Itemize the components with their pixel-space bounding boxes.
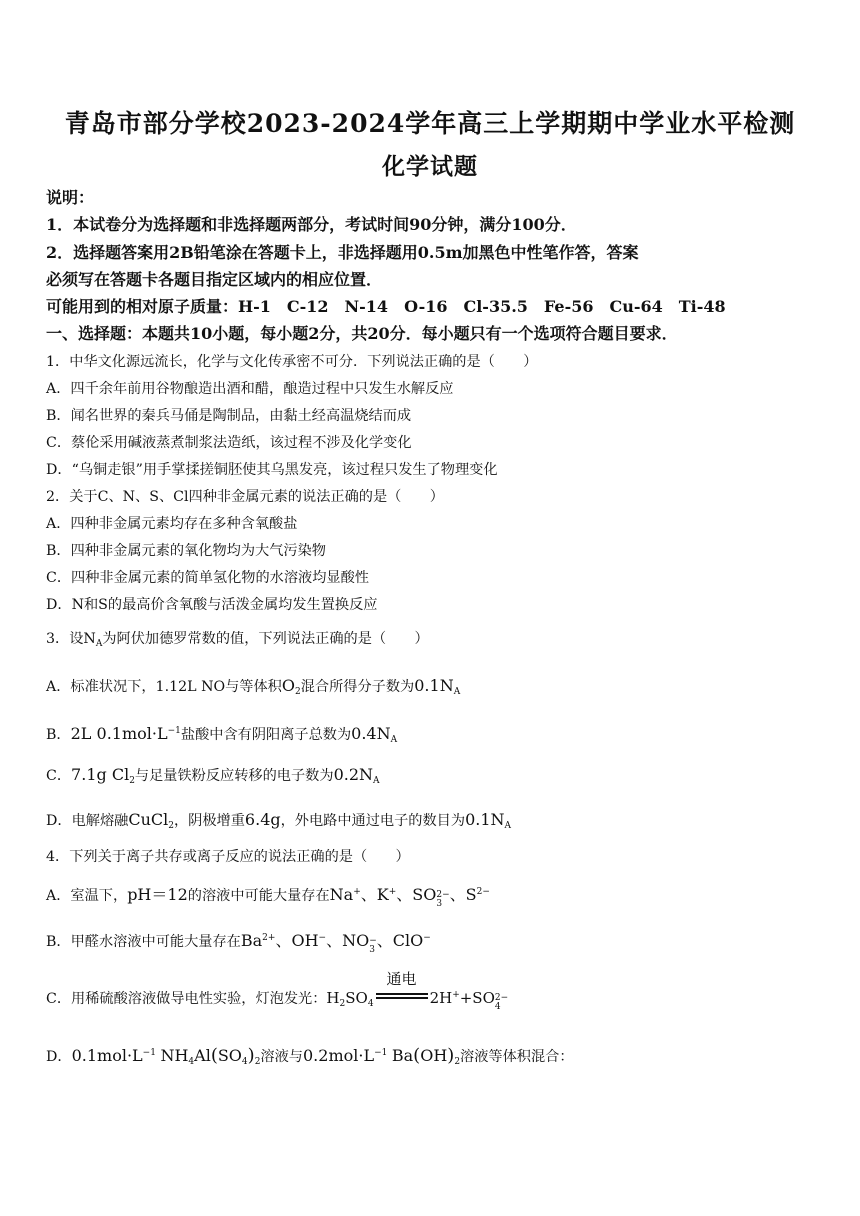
- q4-b-oh: 、OH: [275, 931, 319, 950]
- q4-d-c1-sup: −1: [142, 1048, 156, 1058]
- q3-a-val: 0.1N: [414, 676, 454, 695]
- instruction-item-2a: 2．选择题答案用2B铅笔涂在答题卡上，非选择题用0.5m加黑色中性笔作答，答案: [46, 243, 639, 262]
- arrow-line-bottom: [376, 997, 428, 999]
- q3-d-mid2: ，外电路中通过电子的数目为: [280, 813, 466, 829]
- q4-c-2h-sup: +: [452, 990, 460, 1000]
- q4-a-k-sup: +: [388, 887, 397, 897]
- q4-c-so-sub: 4: [367, 999, 374, 1009]
- q4-c-so4-sub: 4: [494, 1002, 501, 1012]
- q4-d-paren-sub: 2: [254, 1057, 261, 1067]
- q4-d-ba-paren-close: ): [447, 1045, 455, 1066]
- q2-option-b: B．四种非金属元素的氧化物均为大气污染物: [46, 543, 326, 559]
- q3-stem-pre: 3．设: [46, 631, 84, 647]
- q4-option-d: [46, 1043, 574, 1072]
- q3-d-sub: 2: [168, 821, 174, 831]
- q4-d-pre: D．: [46, 1049, 72, 1065]
- q3-a-o-sub: 2: [295, 687, 301, 697]
- exam-subtitle: 化学试题: [382, 153, 478, 180]
- q4-b-clo-sup: −: [423, 933, 431, 943]
- q4-c-so-charge: [495, 994, 508, 1012]
- q4-a-so: 、SO: [396, 885, 437, 904]
- q3-b-mid: 盐酸中含有阴阳离子总数为: [180, 727, 352, 743]
- exam-title: 青岛市部分学校2023-2024学年高三上学期期中学业水平检测: [64, 109, 796, 138]
- q3-d-mid1: ，阴极增重: [173, 813, 245, 829]
- q4-b-pre: B．甲醛水溶液中可能大量存在: [46, 934, 241, 950]
- q3-b-val: 0.4N: [351, 724, 391, 743]
- q4-d-c1: 0.1mol·L: [71, 1046, 143, 1065]
- q3-a-mid: 混合所得分子数为: [300, 679, 415, 695]
- q2-option-c: C．四种非金属元素的简单氢化物的水溶液均显酸性: [46, 570, 369, 586]
- q4-d-oh: OH: [420, 1046, 448, 1065]
- q4-stem: 4．下列关于离子共存或离子反应的说法正确的是（ ）: [46, 849, 410, 865]
- q4-a-ph: pH＝12: [127, 885, 188, 904]
- q3-na-symbol: N: [83, 631, 96, 647]
- q3-b-expr: 2L 0.1mol·L: [70, 724, 168, 743]
- q1-option-b: B．闻名世界的秦兵马俑是陶制品，由黏土经高温烧结而成: [46, 408, 412, 424]
- q4-b-no-charge: [369, 937, 377, 955]
- q4-a-na-sup: +: [353, 887, 361, 897]
- q4-d-paren-close: ): [247, 1045, 255, 1066]
- q4-b-no: 、NO: [326, 931, 370, 950]
- q4-b-ba: Ba: [240, 931, 263, 950]
- q3-option-d: [46, 810, 511, 836]
- q4-d-paren-open: (: [210, 1045, 218, 1066]
- q4-b-oh-sup: −: [318, 933, 327, 943]
- q3-a-pre: A．标准状况下，1.12L NO与等体积: [46, 679, 282, 695]
- q3-c-expr: 7.1g Cl: [71, 765, 130, 784]
- q4-d-mid: 溶液与: [260, 1049, 303, 1065]
- q3-a-o: O: [281, 676, 295, 695]
- q1-stem: 1．中华文化源远流长，化学与文化传承密不可分．下列说法正确的是（ ）: [46, 354, 538, 370]
- q4-a-na: Na: [329, 885, 354, 904]
- q2-option-d: D．N和S的最高价含氧酸与活泼金属均发生置换反应: [46, 597, 378, 613]
- q1-option-a: A．四千余年前用谷物酿造出酒和醋，酿造过程中只发生水解反应: [46, 381, 454, 397]
- q3-d-val: 0.1N: [465, 810, 505, 829]
- section-1-heading: 一、选择题：本题共10小题，每小题2分，共20分．每小题只有一个选项符合题目要求．: [46, 324, 678, 343]
- q3-c-mid: 与足量铁粉反应转移的电子数为: [134, 768, 334, 784]
- q4-a-so-sub: 3: [436, 899, 443, 909]
- instruction-item-1: 1．本试卷分为选择题和非选择题两部分，考试时间90分钟，满分100分．: [46, 215, 577, 234]
- q3-na-sub: A: [95, 639, 103, 649]
- q3-d-pre: D．电解熔融: [46, 813, 129, 829]
- q4-d-oh-sub: 2: [454, 1057, 461, 1067]
- q4-a-mid: 的溶液中可能大量存在: [187, 888, 330, 904]
- q4-b-ba-sup: 2+: [262, 933, 276, 943]
- q4-c-h: H: [326, 989, 340, 1007]
- q3-c-sub: 2: [129, 776, 135, 786]
- q3-b-val-sub: A: [390, 735, 398, 745]
- q3-d-mass: 6.4g: [244, 810, 281, 829]
- q4-d-al: Al: [194, 1046, 211, 1065]
- q4-d-c2-sup: −1: [374, 1048, 388, 1058]
- q4-b-clo: 、ClO: [376, 931, 424, 950]
- q4-d-c2: 0.2mol·L: [303, 1046, 375, 1065]
- q3-d-expr: CuCl: [128, 810, 169, 829]
- q4-a-so-sup: 2−: [436, 890, 450, 900]
- q4-d-ba: Ba: [391, 1046, 414, 1065]
- instructions-heading: 说明：: [46, 188, 95, 207]
- q4-c-2h: 2H: [429, 989, 453, 1007]
- q4-d-post: 溶液等体积混合：: [460, 1049, 574, 1065]
- q3-b-pre: B．: [46, 727, 71, 743]
- q4-d-so-sub: 4: [241, 1057, 248, 1067]
- q3-b-sup: −1: [167, 726, 181, 736]
- q3-d-val-sub: A: [504, 821, 512, 831]
- q4-c-h-sub: 2: [339, 999, 346, 1009]
- q4-a-k: 、K: [360, 885, 389, 904]
- q4-a-s-sup: 2−: [476, 887, 490, 897]
- q4-d-ba-paren-open: (: [413, 1045, 421, 1066]
- electrolysis-arrow: [376, 970, 428, 1001]
- q4-a-so-charge: [436, 891, 449, 909]
- q4-option-a: [46, 882, 490, 909]
- q2-option-a: A．四种非金属元素均存在多种含氧酸盐: [46, 516, 298, 532]
- atomic-masses: 可能用到的相对原子质量：H-1 C-12 N-14 O-16 Cl-35.5 Fe-56 Cu-64 Ti-48: [46, 297, 726, 316]
- q2-stem: 2．关于C、N、S、Cl四种非金属元素的说法正确的是（ ）: [46, 489, 444, 505]
- q4-option-b: [46, 928, 431, 955]
- q3-stem: [46, 629, 429, 654]
- q3-option-a: [46, 676, 460, 702]
- q4-a-pre: A．室温下，: [46, 888, 128, 904]
- q4-b-no-sup: −: [369, 936, 377, 946]
- q1-option-d: D．“乌铜走银”用手掌揉搓铜胚使其乌黑发亮，该过程只发生了物理变化: [46, 462, 498, 478]
- q3-c-val: 0.2N: [333, 765, 374, 784]
- q3-option-c: [46, 765, 380, 791]
- q4-c-so: SO: [345, 989, 368, 1007]
- q4-b-no-sub: 3: [369, 945, 375, 955]
- q3-c-pre: C．: [46, 768, 72, 784]
- q3-stem-post: 为阿伏加德罗常数的值，下列说法正确的是（ ）: [102, 631, 429, 647]
- q3-a-val-sub: A: [453, 687, 461, 697]
- q4-c-pre: C．用稀硫酸溶液做导电性实验，灯泡发光：: [46, 991, 327, 1007]
- q4-c-plus-so: +SO: [459, 989, 495, 1007]
- arrow-line-top: [376, 993, 428, 995]
- instruction-item-2b: 必须写在答题卡各题目指定区域内的相应位置．: [46, 270, 383, 289]
- q1-option-c: C．蔡伦采用碱液蒸煮制浆法造纸，该过程不涉及化学变化: [46, 435, 412, 451]
- q4-d-nh: NH: [160, 1046, 189, 1065]
- q3-c-val-sub: A: [373, 776, 380, 786]
- q4-a-s: 、S: [449, 885, 477, 904]
- q4-d-nh-sub: 4: [188, 1057, 195, 1067]
- q4-c-so-sup: 2−: [494, 993, 509, 1003]
- q4-option-c: [46, 970, 509, 1014]
- arrow-condition: 通电: [386, 970, 417, 988]
- q3-option-b: [46, 721, 397, 750]
- q4-d-so: SO: [217, 1046, 242, 1065]
